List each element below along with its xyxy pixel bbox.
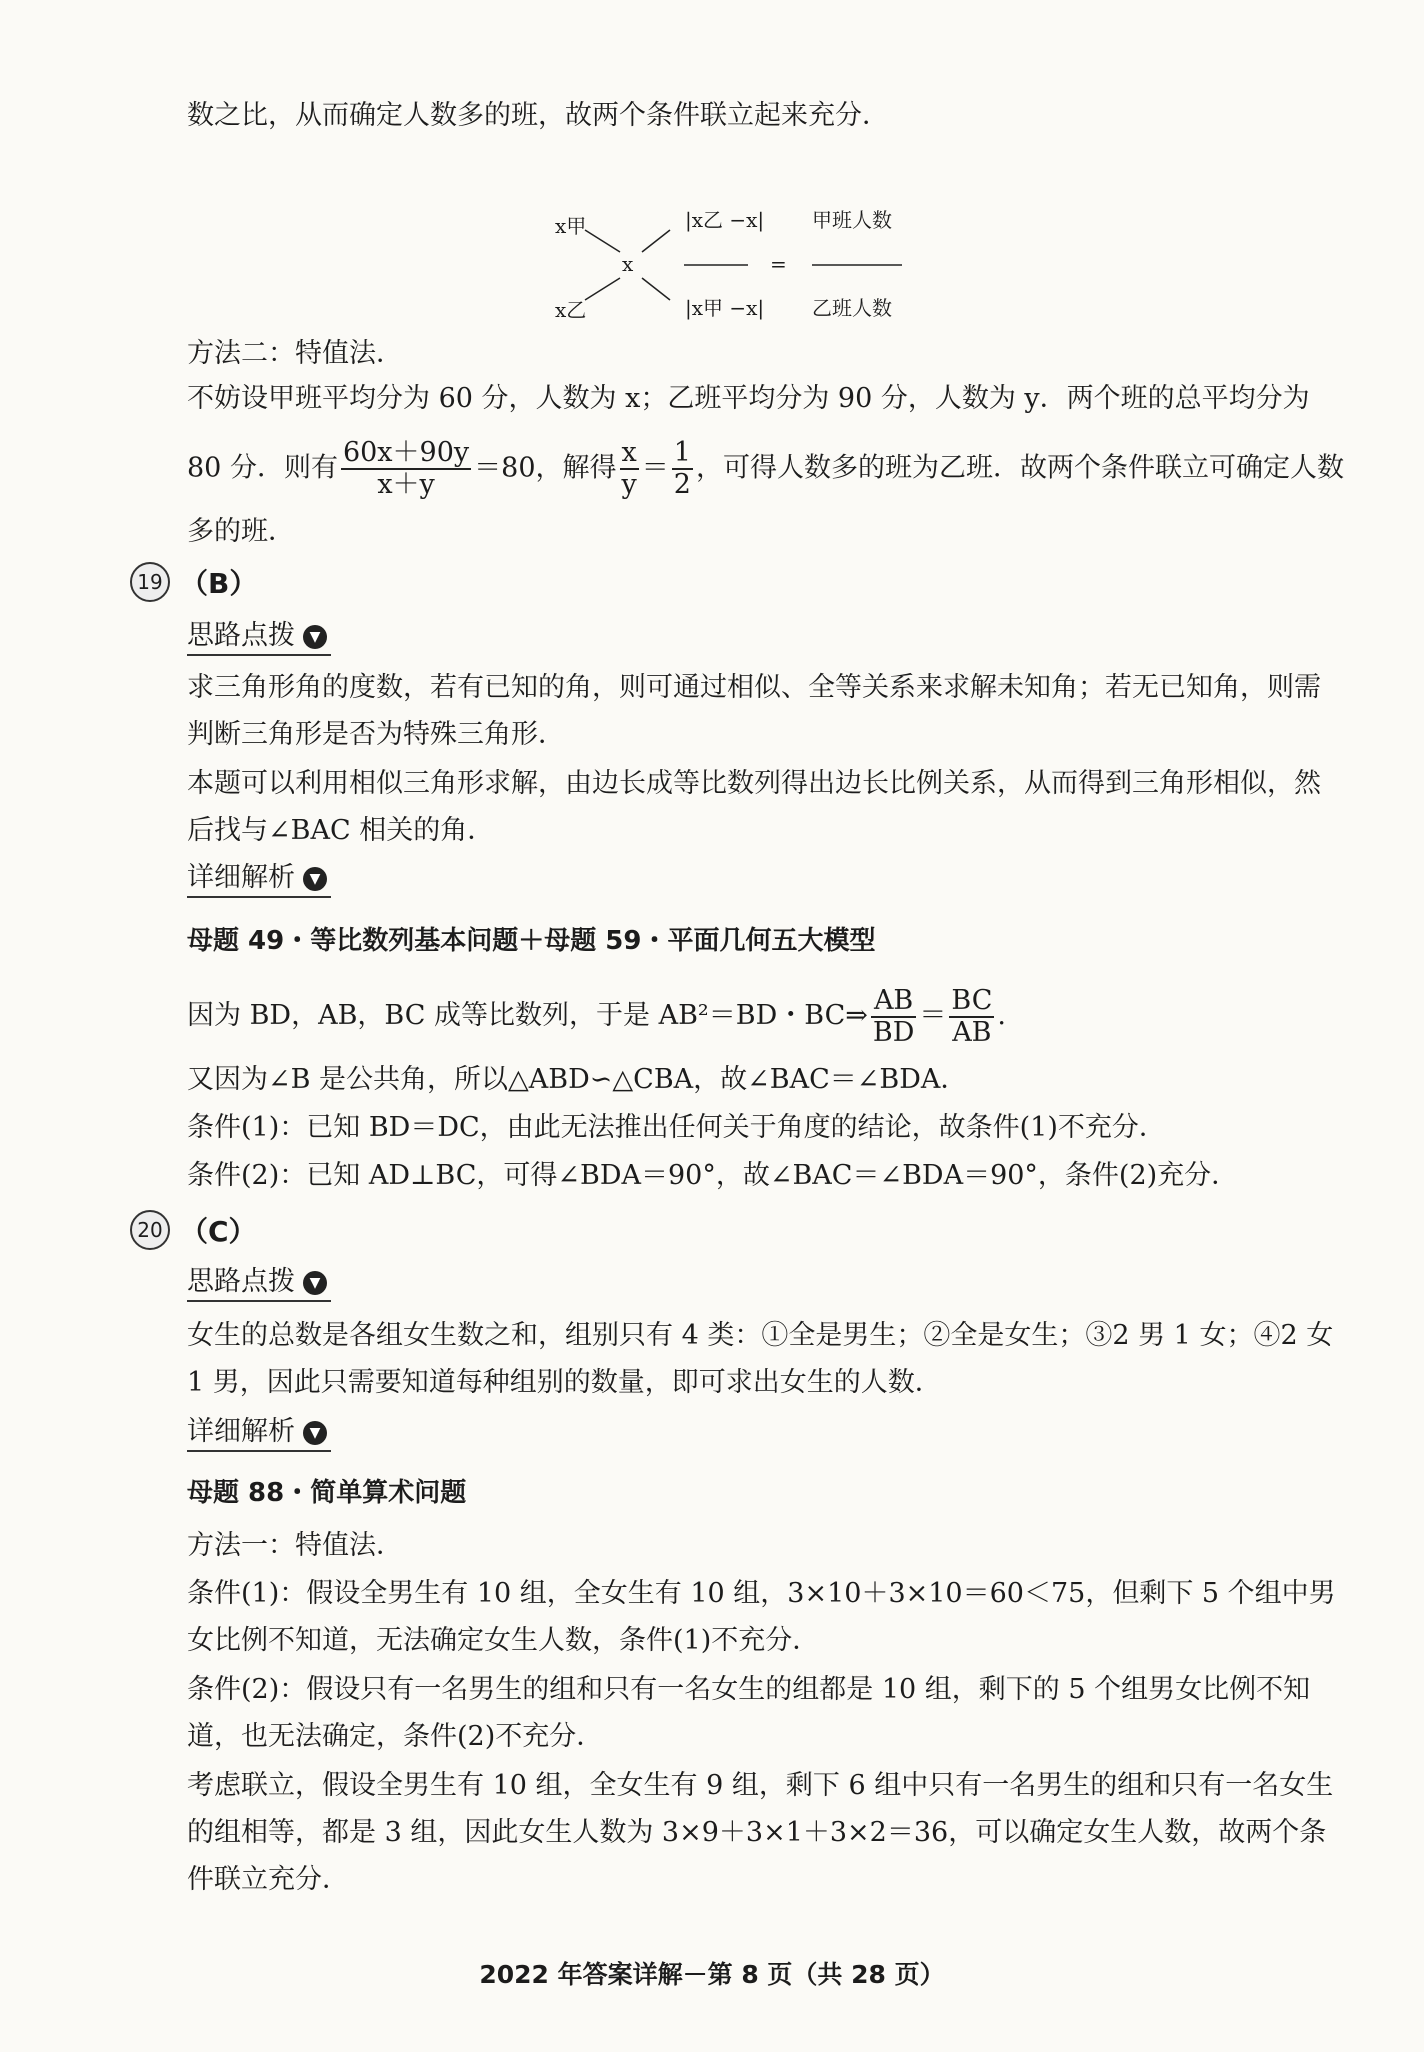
fraction-denominator: BD — [872, 1016, 915, 1048]
chevron-down-icon: ▼ — [303, 1421, 327, 1445]
chevron-down-icon: ▼ — [303, 1271, 327, 1295]
text-segment: 80 分．则有 — [187, 452, 338, 484]
condition-2-paragraph: 条件(2)：假设只有一名男生的组和只有一名女生的组都是 10 组，剩下的 5 个组男女比例不知道，也无法确定，条件(2)不充分． — [187, 1674, 1311, 1752]
hint-label: 思路点拨 — [187, 620, 295, 651]
hint-paragraph: 女生的总数是各组女生数之和，组别只有 4 类：①全是男生；②全是女生；③2 男 1 女；④2 女 1 男，因此只需要知道每种组别的数量，即可求出女生的人数． — [187, 1320, 1334, 1398]
fraction-average — [341, 438, 471, 500]
condition-1-paragraph: 条件(1)：假设全男生有 10 组，全女生有 10 组，3×10＋3×10＝60＜75，但剩下 5 个组中男女比例不知道，无法确定女生人数，条件(1)不充分． — [187, 1578, 1336, 1656]
condition-1-line: 条件(1)：已知 BD＝DC，由此无法推出任何关于角度的结论，故条件(1)不充分． — [187, 1112, 1166, 1143]
detail-heading — [187, 860, 331, 898]
method2-conclusion: 多的班． — [187, 516, 295, 547]
question-19-header — [130, 562, 257, 602]
fraction-denominator: 2 — [673, 469, 691, 500]
hint-paragraph: 求三角形角的度数，若有已知的角，则可通过相似、全等关系来求解未知角；若无已知角，则需判断三角形是否为特殊三角形． — [187, 672, 1321, 750]
equals-sign: ＝ — [919, 1000, 947, 1031]
top-abs-label: |x乙 −x| — [685, 208, 765, 232]
method2-equation-line — [187, 437, 1344, 500]
fraction-denominator: AB — [952, 1016, 992, 1048]
fraction-numerator: x — [620, 438, 639, 470]
fraction-numerator: AB — [871, 986, 917, 1018]
hint-label: 思路点拨 — [187, 1266, 295, 1297]
method2-assumption: 不妨设甲班平均分为 60 分，人数为 x；乙班平均分为 90 分，人数为 y．两个班的总平均分为 — [187, 383, 1310, 414]
similar-triangles-line: 又因为∠B 是公共角，所以△ABD∽△CBA，故∠BAC＝∠BDA． — [187, 1064, 968, 1095]
fraction-denominator: y — [621, 469, 637, 500]
detail-label: 详细解析 — [187, 1416, 295, 1447]
fraction-numerator: BC — [951, 984, 993, 1016]
method2-title: 方法二：特值法． — [187, 338, 403, 369]
hint-heading — [187, 1264, 331, 1302]
detail-heading — [187, 1414, 331, 1452]
fraction-denominator: x＋y — [377, 469, 435, 500]
equals-sign: = — [770, 252, 787, 276]
fraction-ab-over-bd — [871, 986, 917, 1048]
text-segment: ＝80，解得 — [474, 452, 617, 484]
bottom-abs-label: |x甲 −x| — [685, 296, 765, 320]
topic-heading: 母题 49・等比数列基本问题＋母题 59・平面几何五大模型 — [187, 926, 876, 956]
answer-label: （C） — [180, 1215, 257, 1248]
fraction-one-half — [672, 438, 693, 500]
paragraph-ratio-conclusion: 数之比，从而确定人数多的班，故两个条件联立起来充分． — [187, 100, 889, 131]
class-jia-count-label: 甲班人数 — [812, 208, 892, 232]
page-footer: 2022 年答案详解－第 8 页（共 28 页） — [479, 1960, 945, 1989]
question-number-badge: 19 — [130, 562, 170, 602]
equals-sign: ＝ — [641, 452, 669, 484]
condition-2-line: 条件(2)：已知 AD⊥BC，可得∠BDA＝90°，故∠BAC＝∠BDA＝90°，条件(2)充分． — [187, 1160, 1239, 1191]
geometric-sequence-line — [187, 984, 1337, 1048]
question-number-badge: 20 — [130, 1210, 170, 1250]
detail-label: 详细解析 — [187, 862, 295, 893]
fraction-bc-over-ab — [949, 986, 994, 1048]
combined-conditions-paragraph: 考虑联立，假设全男生有 10 组，全女生有 9 组，剩下 6 组中只有一名男生的组和只有一名女生的组相等，都是 3 组，因此女生人数为 3×9＋3×1＋3×2＝36，可以确定女生人数，故两个条件联立充分． — [187, 1770, 1334, 1895]
fraction-x-over-y — [620, 438, 639, 500]
question-20-header — [130, 1210, 257, 1250]
method1-title: 方法一：特值法． — [187, 1530, 403, 1561]
hint-paragraph-2: 本题可以利用相似三角形求解，由边长成等比数列得出边长比例关系，从而得到三角形相似，然后找与∠BAC 相关的角． — [187, 768, 1321, 846]
class-yi-count-label: 乙班人数 — [812, 296, 892, 320]
text-segment: . — [997, 1000, 1006, 1031]
answer-label: （B） — [180, 567, 258, 600]
fraction-numerator: 1 — [673, 437, 691, 468]
fraction-numerator: 60x＋90y — [342, 437, 470, 468]
x-yi-label: x乙 — [555, 298, 587, 322]
topic-heading: 母题 88・简单算术问题 — [187, 1478, 467, 1508]
text-segment: ，可得人数多的班为乙班．故两个条件联立可确定人数 — [695, 452, 1344, 484]
x-bar-label: x — [622, 252, 634, 276]
cross-ratio-diagram — [550, 200, 910, 330]
text-segment: 因为 BD，AB，BC 成等比数列，于是 AB²＝BD・BC⇒ — [187, 1000, 868, 1031]
chevron-down-icon: ▼ — [303, 867, 327, 891]
hint-heading — [187, 618, 331, 656]
chevron-down-icon: ▼ — [303, 625, 327, 649]
x-jia-label: x甲 — [555, 214, 587, 238]
